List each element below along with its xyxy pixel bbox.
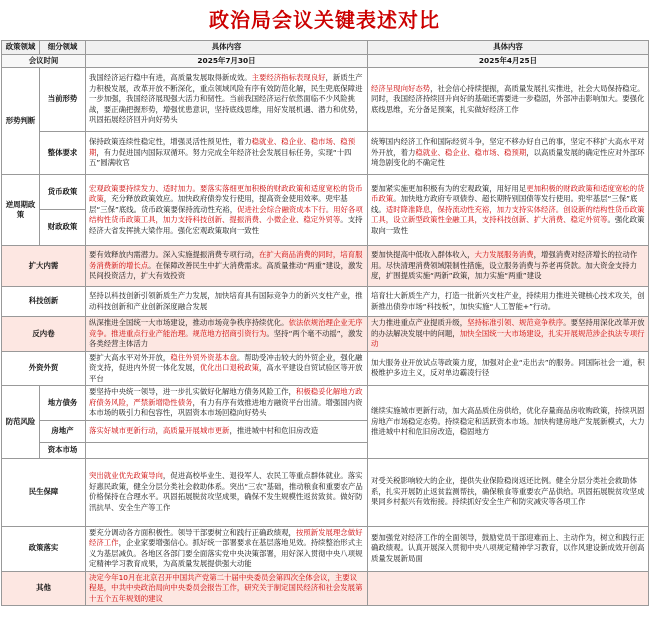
content-july: 要扩大高水平对外开放，稳住外贸外资基本盘。帮助受冲击较大的外贸企业，强化融资支持，促进内外贸一体化发展，优化出口退税政策，高水平建设自贸试验区等开放平台: [86, 351, 368, 386]
content-april: 培育壮大新质生产力，打造一批新兴支柱产业，持续用力推进关键核心技术攻关，创新推出债券市场“科技板”，加快实施“人工智能+”行动。: [368, 287, 649, 317]
domain-cell: 扩大内需: [2, 246, 86, 287]
comparison-table: [1, 40, 649, 606]
table-row: [2, 571, 649, 606]
subdomain-cell: 房地产: [40, 420, 86, 442]
header-content-july: 具体内容: [86, 41, 368, 55]
table-row: [2, 351, 649, 386]
content-july: 宏观政策要持续发力、适时加力。要落实落细更加积极的财政政策和适度宽松的货币政策，充分释放政策效应。加快政府债券发行使用，提高资金使用效率。兜牢基层“三保”底线。货币政策要保持流动性充裕，促进社会综合融资成本下行。用好各项结构性货币政策工具，加力支持科技创新、提振消费、小微企业、稳定外贸等。支持经济大省发挥挑大梁作用。强化宏观政策取向一致性: [86, 175, 368, 246]
domain-cell: 科技创新: [2, 287, 86, 317]
header-content-april: 具体内容: [368, 41, 649, 55]
table-row: [2, 132, 649, 175]
content-april: 要加快提高中低收入群体收入，大力发展服务消费，增强消费对经济增长的拉动作用。尽快清理消费领域限制性措施，设立服务消费与养老再贷款。加大资金支持力度，扩围提质实施“两新”政策，加力实施“两重”建设: [368, 246, 649, 287]
table-row: [2, 246, 649, 287]
domain-cell: 政策落实: [2, 526, 86, 571]
content-april: 继续实施城市更新行动，加大高品质住房供给，优化存量商品房收购政策，持续巩固房地产市场稳定态势。持续稳定和活跃资本市场。加快构建房地产发展新模式，大力推进城中村和危旧房改造，稳固地方: [368, 386, 649, 459]
domain-cell: 外资外贸: [2, 351, 86, 386]
table-row: [2, 386, 649, 421]
domain-cell: 形势判断: [2, 68, 40, 175]
date-row: [2, 54, 649, 68]
domain-cell: 其他: [2, 571, 86, 606]
table-row: [2, 317, 649, 352]
date-april: 2025年4月25日: [368, 54, 649, 68]
content-april: 统筹国内经济工作和国际经贸斗争，坚定不移办好自己的事，坚定不移扩大高水平对外开放，着力稳就业、稳企业、稳市场、稳预期，以高质量发展的确定性应对外部环境急剧变化的不确定性: [368, 132, 649, 175]
subdomain-cell: 货币政策: [40, 175, 86, 210]
content-april: 要加强党对经济工作的全面领导，鼓励党员干部迎难而上、主动作为，树立和践行正确政绩观。认真开展深入贯彻中央八项规定精神学习教育，以作风建设新成效开创高质量发展新局面: [368, 526, 649, 571]
subdomain-cell: 整体要求: [40, 132, 86, 175]
header-row: [2, 41, 649, 55]
content-april: 对受关税影响较大的企业，提供失业保险稳岗返还比例。健全分层分类社会救助体系，扎实开展防止返贫监测帮扶，确保粮食等重要农产品供给。巩固拓展脱贫攻坚成果同乡村振兴有效衔接。持续抓好安全生产和防灾减灾等各项工作: [368, 458, 649, 526]
table-row: [2, 68, 649, 132]
header-subdomain: 细分领域: [40, 41, 86, 55]
content-july: [86, 442, 368, 458]
content-april: 经济呈现向好态势，社会信心持续提振，高质量发展扎实推进，社会大局保持稳定。同时，我国经济持续回升向好的基础还需要进一步稳固，外部冲击影响加大。要强化底线思维，充分备足预案，扎实做好经济工作: [368, 68, 649, 132]
domain-cell: 反内卷: [2, 317, 86, 352]
content-july: 要有效释放内需潜力。深入实施提振消费专项行动，在扩大商品消费的同时，培育服务消费新的增长点。在保障改善民生中扩大消费需求。高质量推动“两重”建设，激发民间投资活力，扩大有效投资: [86, 246, 368, 287]
subdomain-cell: 地方债务: [40, 386, 86, 421]
content-july: 坚持以科技创新引领新质生产力发展，加快培育具有国际竞争力的新兴支柱产业，推动科技创新和产业创新深度融合发展: [86, 287, 368, 317]
content-july: 要坚持中央统一领导，进一步扎实做好化解地方债务风险工作，积极稳妥化解地方政府债务风险，严禁新增隐性债务，有力有序有效推进地方融资平台出清。增强国内资本市场的吸引力和包容性，巩固资本市场回稳向好势头: [86, 386, 368, 421]
content-july: 保持政策连续性稳定性，增强灵活性预见性，着力稳就业、稳企业、稳市场、稳预期，有力促进国内国际双循环。努力完成全年经济社会发展目标任务，实现“十四五”圆满收官: [86, 132, 368, 175]
domain-cell: 民生保障: [2, 458, 86, 526]
content-july: 决定今年10月在北京召开中国共产党第二十届中央委员会第四次全体会议，主要议程是，中共中央政治局向中央委员会报告工作，研究关于制定国民经济和社会发展第十五个五年规划的建议: [86, 571, 368, 606]
date-row-label: 会议时间: [2, 54, 86, 68]
subdomain-cell: 当前形势: [40, 68, 86, 132]
table-row: [2, 458, 649, 526]
content-april: 大力推进重点产业提质升级，坚持标准引领、规范竞争秩序。要坚持用深化改革开放的办法解决发展中的问题，加快全国统一大市场建设，扎实开展规范涉企执法专项行动: [368, 317, 649, 352]
content-april: [368, 571, 649, 606]
domain-cell: 逆周期政策: [2, 175, 40, 246]
table-row: [2, 526, 649, 571]
subdomain-cell: 财政政策: [40, 210, 86, 246]
date-july: 2025年7月30日: [86, 54, 368, 68]
domain-cell: 防范风险: [2, 386, 40, 459]
content-april: 加大服务业开放试点等政策力度，加强对企业“走出去”的服务。同国际社会一道，积极维护多边主义，反对单边霸凌行径: [368, 351, 649, 386]
content-july: 纵深推进全国统一大市场建设，推动市场竞争秩序持续优化。依法依规治理企业无序竞争。推进重点行业产能治理。规范地方招商引资行为。坚持“两个毫不动摇”，激发各类经营主体活力: [86, 317, 368, 352]
content-july: 落实好城市更新行动，高质量开展城市更新，推进城中村和危旧房改造: [86, 420, 368, 442]
subdomain-cell: 资本市场: [40, 442, 86, 458]
table-row: [2, 175, 649, 210]
table-row: [2, 287, 649, 317]
content-april: 要加紧实施更加积极有为的宏观政策，用好用足更加积极的财政政策和适度宽松的货币政策。加快地方政府专项债券、超长期特别国债等发行使用。兜牢基层“三保”底线。适时降准降息，保持流动性充裕，加力支持实体经济。创设新的结构性货币政策工具，设立新型政策性金融工具，支持科技创新、扩大消费、稳定外贸等。强化政策取向一致性: [368, 175, 649, 246]
content-july: 我国经济运行稳中有进，高质量发展取得新成效。主要经济指标表现良好，新质生产力积极发展，改革开放不断深化，重点领域风险有序有效防范化解，民生兜底保障进一步加强，我国经济展现强大活力和韧性。当前我国经济运行依然面临不少风险挑战，要正确把握形势，增强忧患意识，坚持底线思维，用好发展机遇、潜力和优势，巩固拓展经济回升向好势头: [86, 68, 368, 132]
content-july: 突出就业优先政策导向，促进高校毕业生、退役军人、农民工等重点群体就业。落实好惠民政策，健全分层分类社会救助体系。突出“三农”基础，推动粮食和重要农产品价格保持在合理水平。巩固拓展脱贫攻坚成果，确保不发生规模性返贫致贫。做好防汛抗旱、安全生产等工作: [86, 458, 368, 526]
header-domain: 政策领域: [2, 41, 40, 55]
page-title: 政治局会议关键表述对比: [209, 8, 440, 32]
content-july: 要充分调动各方面积极性。领导干部要树立和践行正确政绩观，按照新发展理念做好经济工作，企业家要增强信心。抓好统一部署要求在基层落地见效。持续整治形式主义为基层减负。各地区各部门要全面落实党中央决策部署，用好深入贯彻中央八项规定精神学习教育成果，为高质量发展提供强大动能: [86, 526, 368, 571]
